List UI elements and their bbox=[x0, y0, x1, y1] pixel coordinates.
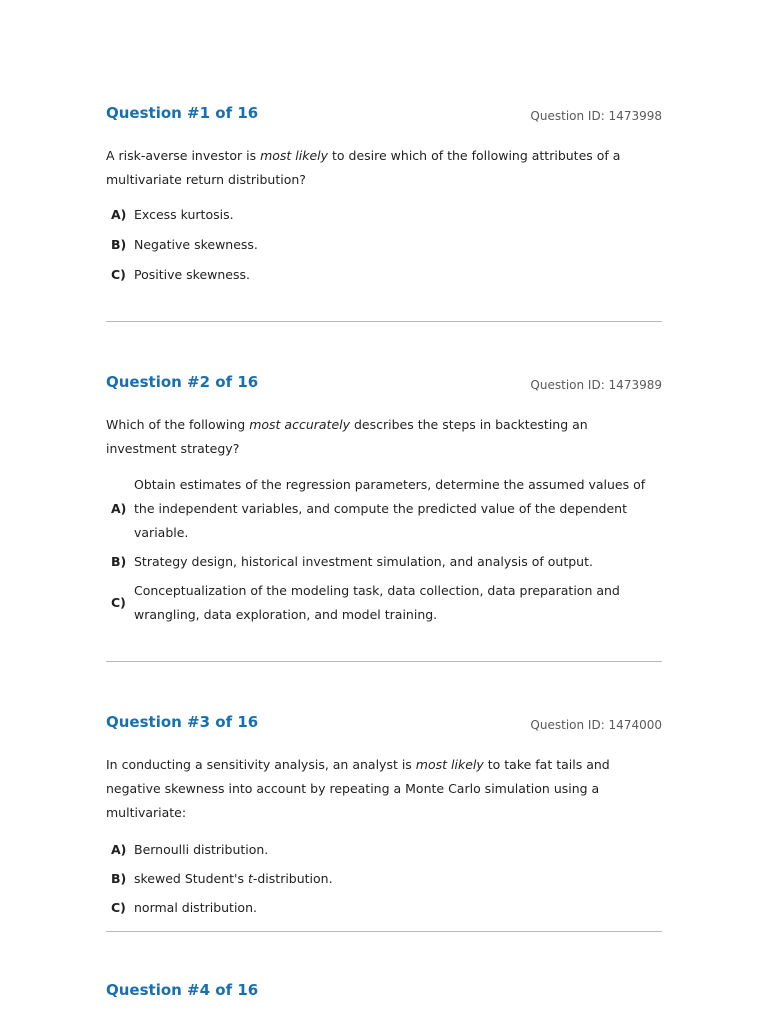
question-title: Question #4 of 16 bbox=[106, 981, 259, 999]
answer-choice-a[interactable] bbox=[106, 838, 662, 862]
choice-letter: C) bbox=[111, 900, 126, 915]
choice-letter: C) bbox=[111, 267, 126, 282]
question-3 bbox=[106, 713, 662, 925]
question-title: Question #1 of 16 bbox=[106, 104, 259, 122]
question-header bbox=[106, 713, 662, 737]
choice-letter: A) bbox=[111, 207, 127, 222]
choice-letter: B) bbox=[111, 237, 127, 252]
question-id: Question ID: 1473998 bbox=[530, 109, 662, 123]
question-id: Question ID: 1473989 bbox=[530, 378, 662, 392]
choice-text: Bernoulli distribution. bbox=[134, 842, 269, 857]
question-1 bbox=[106, 104, 662, 293]
question-divider bbox=[106, 931, 662, 932]
choice-text: Obtain estimates of the regression parameters, determine the assumed values of the independent variables, and compute the predicted value of the dependent variable. bbox=[134, 477, 646, 540]
stem-text: In conducting a sensitivity analysis, an analyst is bbox=[106, 757, 416, 772]
choice-text: Positive skewness. bbox=[134, 267, 250, 282]
answer-choice-c[interactable] bbox=[106, 579, 662, 627]
question-stem bbox=[106, 753, 662, 825]
stem-text: to desire which of the following attributes of a multivariate return distribution? bbox=[106, 148, 621, 187]
choice-text-emphasis: t bbox=[247, 871, 253, 886]
question-4 bbox=[106, 981, 662, 1005]
question-stem bbox=[106, 413, 662, 461]
question-stem bbox=[106, 144, 662, 192]
stem-text: Which of the following bbox=[106, 417, 250, 432]
stem-emphasis: most likely bbox=[415, 757, 484, 772]
choice-text: Negative skewness. bbox=[134, 237, 258, 252]
answer-choice-a[interactable] bbox=[106, 473, 662, 545]
answer-choices bbox=[106, 838, 662, 920]
stem-text: describes the steps in backtesting an investment strategy? bbox=[106, 417, 588, 456]
stem-emphasis: most accurately bbox=[249, 417, 351, 432]
answer-choices bbox=[106, 203, 662, 287]
answer-choices bbox=[106, 473, 662, 627]
choice-text: Conceptualization of the modeling task, data collection, data preparation and wrangling, data exploration, and model training. bbox=[134, 583, 620, 622]
choice-text: Excess kurtosis. bbox=[134, 207, 234, 222]
stem-emphasis: most likely bbox=[260, 148, 329, 163]
question-2 bbox=[106, 373, 662, 632]
choice-text-part: -distribution. bbox=[252, 871, 333, 886]
question-title: Question #3 of 16 bbox=[106, 713, 259, 731]
question-divider bbox=[106, 321, 662, 322]
question-header bbox=[106, 104, 662, 128]
question-title: Question #2 of 16 bbox=[106, 373, 259, 391]
choice-text: normal distribution. bbox=[134, 900, 257, 915]
answer-choice-c[interactable] bbox=[106, 896, 662, 920]
choice-letter: A) bbox=[111, 501, 127, 516]
question-divider bbox=[106, 661, 662, 662]
stem-text: A risk-averse investor is bbox=[106, 148, 261, 163]
choice-letter: C) bbox=[111, 595, 126, 610]
question-header bbox=[106, 981, 662, 1005]
question-header bbox=[106, 373, 662, 397]
answer-choice-a[interactable] bbox=[106, 203, 662, 227]
choice-letter: B) bbox=[111, 871, 127, 886]
choice-letter: B) bbox=[111, 554, 127, 569]
question-id: Question ID: 1474000 bbox=[530, 718, 662, 732]
choice-text-part: skewed Student's bbox=[134, 871, 248, 886]
answer-choice-b[interactable] bbox=[106, 233, 662, 257]
choice-letter: A) bbox=[111, 842, 127, 857]
answer-choice-c[interactable] bbox=[106, 263, 662, 287]
choice-text bbox=[134, 867, 662, 891]
choice-text: Strategy design, historical investment simulation, and analysis of output. bbox=[134, 554, 593, 569]
stem-text: to take fat tails and negative skewness into account by repeating a Monte Carlo simulation using a multivariate: bbox=[106, 757, 610, 820]
answer-choice-b[interactable] bbox=[106, 867, 662, 891]
answer-choice-b[interactable] bbox=[106, 550, 662, 574]
